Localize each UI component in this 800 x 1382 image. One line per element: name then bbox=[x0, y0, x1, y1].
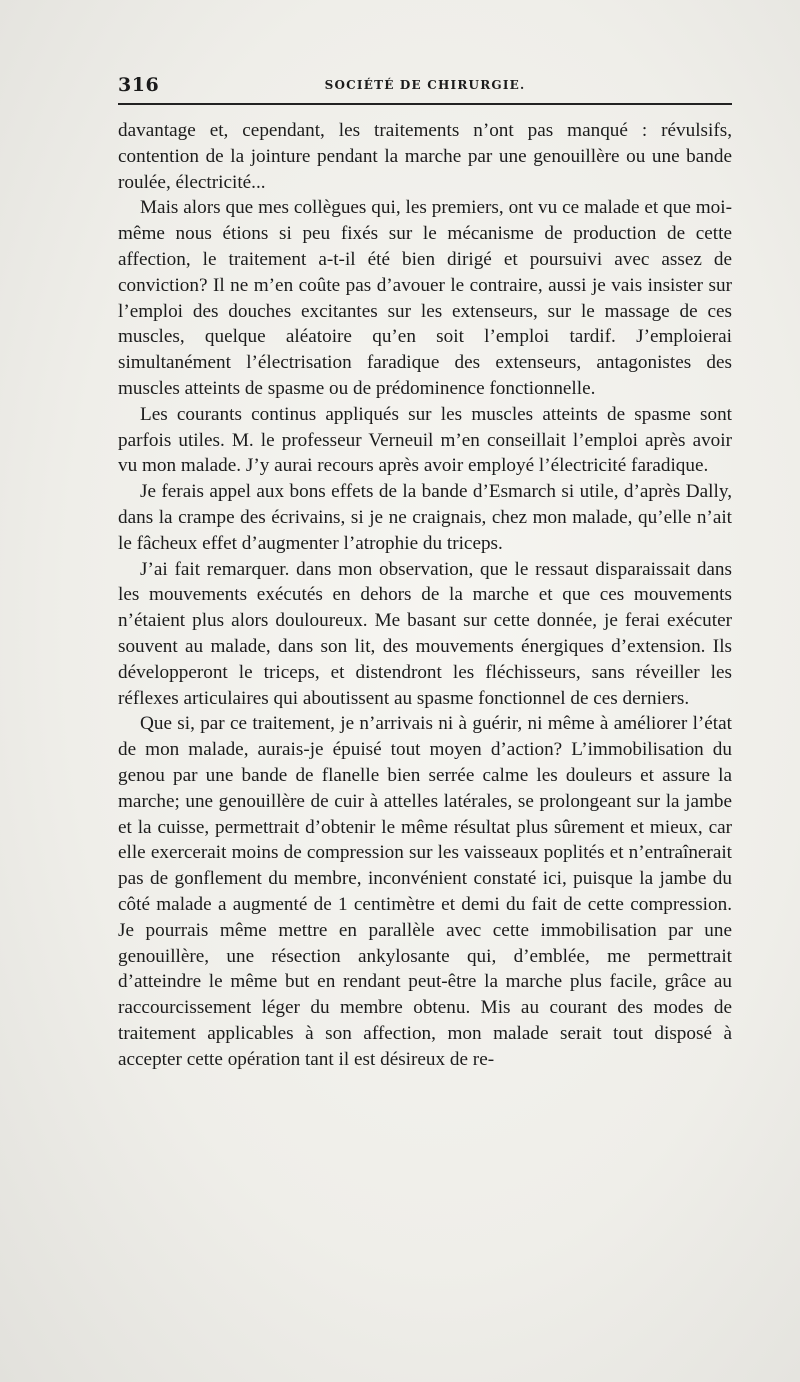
page-header bbox=[118, 74, 732, 100]
running-head: SOCIÉTÉ DE CHIRURGIE. bbox=[324, 78, 526, 92]
paragraph: Les courants continus appliqués sur les muscles atteints de spasme sont parfois utiles. M. le professeur Verneuil m’en conseillait l’emploi après avoir vu mon malade. J’y aurai recours après avoir employé l’électricité faradique. bbox=[118, 403, 732, 477]
paragraph: J’ai fait remarquer. dans mon observation, que le ressaut disparaissait dans les mouvements exécutés en dehors de la marche et que ces mouvements n’étaient plus alors douloureux. Me basant sur cette donnée, je ferai exécuter souvent au malade, dans son lit, des mouvements énergiques d’extension. Ils développeront le triceps, et distendront les fléchisseurs, sans réveiller les réflexes articulaires qui aboutissent au spasme fonctionnel de ces derniers. bbox=[118, 558, 732, 709]
paragraph: Que si, par ce traitement, je n’arrivais ni à guérir, ni même à améliorer l’état de mon malade, aurais-je épuisé tout moyen d’action? L’immobilisation du genou par une bande de flanelle bien serrée calme les douleurs et assure la marche; une genouillère de cuir à attelles latérales, se prolongeant sur la jambe et la cuisse, permettrait d’obtenir le même résultat plus sûrement et mieux, car elle exercerait moins de compression sur les vaisseaux poplités et n’entraînerait pas de gonflement du membre, inconvénient constaté ici, puisque la jambe du côté malade a augmenté de 1 centimètre et demi du fait de cette compression. Je pourrais même mettre en parallèle avec cette immobilisation par une genouillère, une résection ankylosante qui, d’emblée, me permettrait d’atteindre le même but en rendant peut-être la marche plus facile, grâce au raccourcissement léger du membre obtenu. Mis au courant des modes de traitement applicables à son affection, mon malade serait tout disposé à accepter cette opération tant il est désireux de re- bbox=[118, 713, 732, 1070]
paragraph: Mais alors que mes collègues qui, les premiers, ont vu ce malade et que moi-même nous étions si peu fixés sur le mécanisme de production de cette affection, le traitement a-t-il été bien dirigé et poursuivi avec assez de conviction? Il ne m’en coûte pas d’avouer le contraire, aussi je vais insister sur l’emploi des douches excitantes sur les extenseurs, sur le massage de ces muscles, quelque aléatoire qu’en soit l’emploi tardif. J’emploierai simultanément l’électrisation faradique des extenseurs, antagonistes des muscles atteints de spasme ou de prédominence fonctionnelle. bbox=[118, 197, 732, 399]
header-rule bbox=[118, 103, 732, 105]
paragraph: Je ferais appel aux bons effets de la bande d’Esmarch si utile, d’après Dally, dans la crampe des écrivains, si je ne craignais, chez mon malade, qu’elle n’ait le fâcheux effet d’augmenter l’atrophie du triceps. bbox=[118, 481, 732, 554]
body-text bbox=[118, 118, 732, 1072]
paragraph: davantage et, cependant, les traitements n’ont pas manqué : révulsifs, contention de la jointure pendant la marche par une genouillère ou une bande roulée, électricité... bbox=[118, 120, 732, 193]
page-number: 316 bbox=[118, 74, 160, 96]
